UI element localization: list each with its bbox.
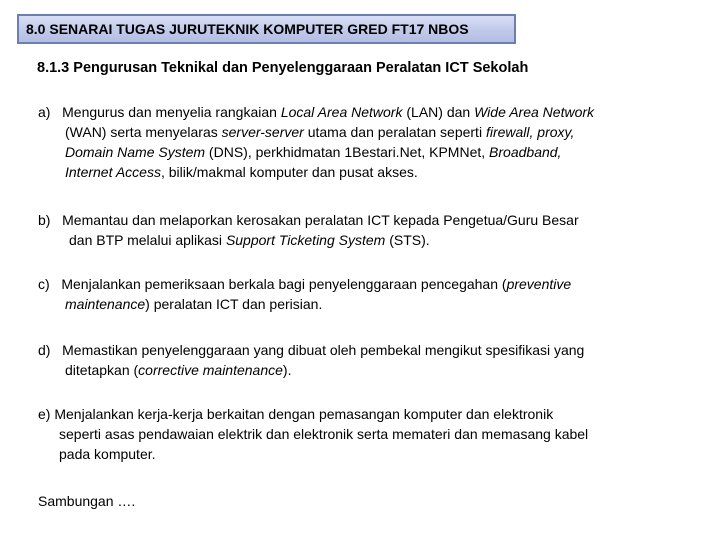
- list-marker: b): [38, 212, 51, 228]
- list-marker: a): [38, 104, 51, 120]
- text: ) peralatan ICT dan perisian.: [145, 296, 323, 312]
- list-item-c-line-1: [38, 274, 571, 294]
- section-title-box: [17, 14, 516, 44]
- text: seperti asas pendawaian elektrik dan elektronik serta memateri dan memasang kabel: [59, 426, 589, 442]
- text: Mengurus dan menyelia rangkaian: [62, 104, 281, 120]
- text: ).: [282, 362, 292, 378]
- list-item-d-line-2: [38, 360, 584, 380]
- text: ditetapkan (: [65, 362, 139, 378]
- text: pada komputer.: [59, 446, 156, 462]
- italic-term: Wide Area Network: [474, 104, 595, 120]
- text: Memastikan penyelenggaraan yang dibuat oleh pembekal mengikut spesifikasi yang: [62, 342, 585, 358]
- text: dan BTP melalui aplikasi: [69, 232, 226, 248]
- text: (DNS), perkhidmatan 1Bestari.Net, KPMNet,: [205, 144, 490, 160]
- list-item-b-line-1: [38, 210, 579, 230]
- list-item-e: [38, 404, 588, 464]
- list-marker: e): [38, 406, 51, 422]
- list-marker: c): [38, 276, 50, 292]
- list-item-c-line-2: [38, 294, 571, 314]
- subsection-heading: 8.1.3 Pengurusan Teknikal dan Penyelenggaraan Peralatan ICT Sekolah: [37, 60, 529, 76]
- list-item-e-line-3: [38, 444, 588, 464]
- text: (STS).: [385, 232, 430, 248]
- italic-term: maintenance: [65, 296, 146, 312]
- list-item-a-line-2: [38, 122, 594, 142]
- italic-term: server-server: [221, 124, 304, 140]
- list-item-a-line-4: [38, 162, 594, 182]
- text: (WAN) serta menyelaras: [65, 124, 222, 140]
- italic-term: firewall, proxy,: [485, 124, 575, 140]
- list-marker: d): [38, 342, 51, 358]
- text: Menjalankan kerja-kerja berkaitan dengan pemasangan komputer dan elektronik: [54, 406, 554, 422]
- text: (LAN) dan: [402, 104, 475, 120]
- list-item-d: [38, 340, 584, 380]
- italic-term: Domain Name System: [65, 144, 206, 160]
- list-item-c: [38, 274, 571, 314]
- italic-term: preventive: [506, 276, 572, 292]
- list-item-b-line-2: [38, 230, 579, 250]
- italic-term: Broadband,: [489, 144, 562, 160]
- italic-term: Internet Access: [65, 164, 161, 180]
- italic-term: corrective maintenance: [138, 362, 283, 378]
- list-item-e-line-1: [38, 404, 588, 424]
- text: Menjalankan pemeriksaan berkala bagi penyelenggaraan pencegahan (: [61, 276, 507, 292]
- list-item-d-line-1: [38, 340, 584, 360]
- text: utama dan peralatan seperti: [303, 124, 486, 140]
- italic-term: Support Ticketing System: [225, 232, 386, 248]
- list-item-e-line-2: [38, 424, 588, 444]
- list-item-a-line-1: [38, 102, 594, 122]
- continuation-note: Sambungan ….: [38, 493, 136, 509]
- list-item-a-line-3: [38, 142, 594, 162]
- italic-term: Local Area Network: [280, 104, 403, 120]
- text: Memantau dan melaporkan kerosakan peralatan ICT kepada Pengetua/Guru Besar: [62, 212, 579, 228]
- list-item-b: [38, 210, 579, 250]
- text: , bilik/makmal komputer dan pusat akses.: [160, 164, 418, 180]
- list-item-a: [38, 102, 594, 182]
- section-title: 8.0 SENARAI TUGAS JURUTEKNIK KOMPUTER GRED FT17 NBOS: [26, 21, 469, 37]
